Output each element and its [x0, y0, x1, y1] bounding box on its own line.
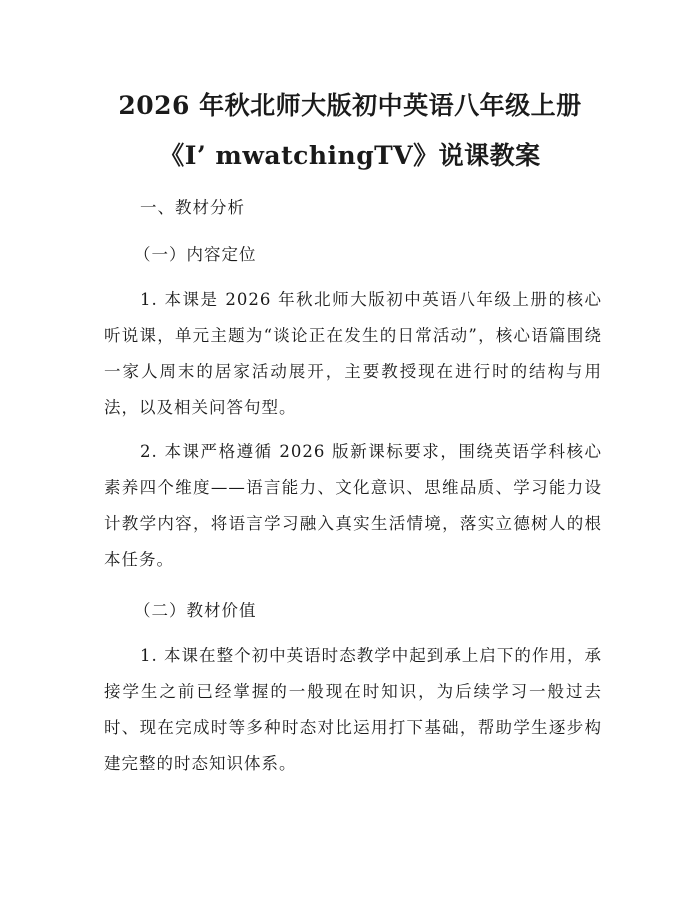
subsection-heading-content-positioning: （一）内容定位 — [134, 245, 257, 264]
subsection-heading-textbook-value: （二）教材价值 — [134, 601, 257, 620]
document-title-line-1: 2026 年秋北师大版初中英语八年级上册 — [118, 91, 582, 120]
paragraph-content-positioning-1: 1. 本课是 2026 年秋北师大版初中英语八年级上册的核心听说课，单元主题为“谈论正在发生的日常活动”，核心语篇围绕一家人周末的居家活动展开，主要教授现在进行时的结构与用法，以及相关问答句型。 — [104, 290, 602, 417]
document-title-line-2: 《I’ mwatchingTV》说课教案 — [159, 141, 541, 170]
paragraph-textbook-value-1: 1. 本课在整个初中英语时态教学中起到承上启下的作用，承接学生之前已经掌握的一般现在时知识，为后续学习一般过去时、现在完成时等多种时态对比运用打下基础，帮助学生逐步构建完整的时态知识体系。 — [104, 646, 602, 773]
section-heading-textbook-analysis: 一、教材分析 — [140, 198, 245, 217]
paragraph-content-positioning-2: 2. 本课严格遵循 2026 版新课标要求，围绕英语学科核心素养四个维度——语言能力、文化意识、思维品质、学习能力设计教学内容，将语言学习融入真实生活情境，落实立德树人的根本任务。 — [104, 442, 602, 569]
